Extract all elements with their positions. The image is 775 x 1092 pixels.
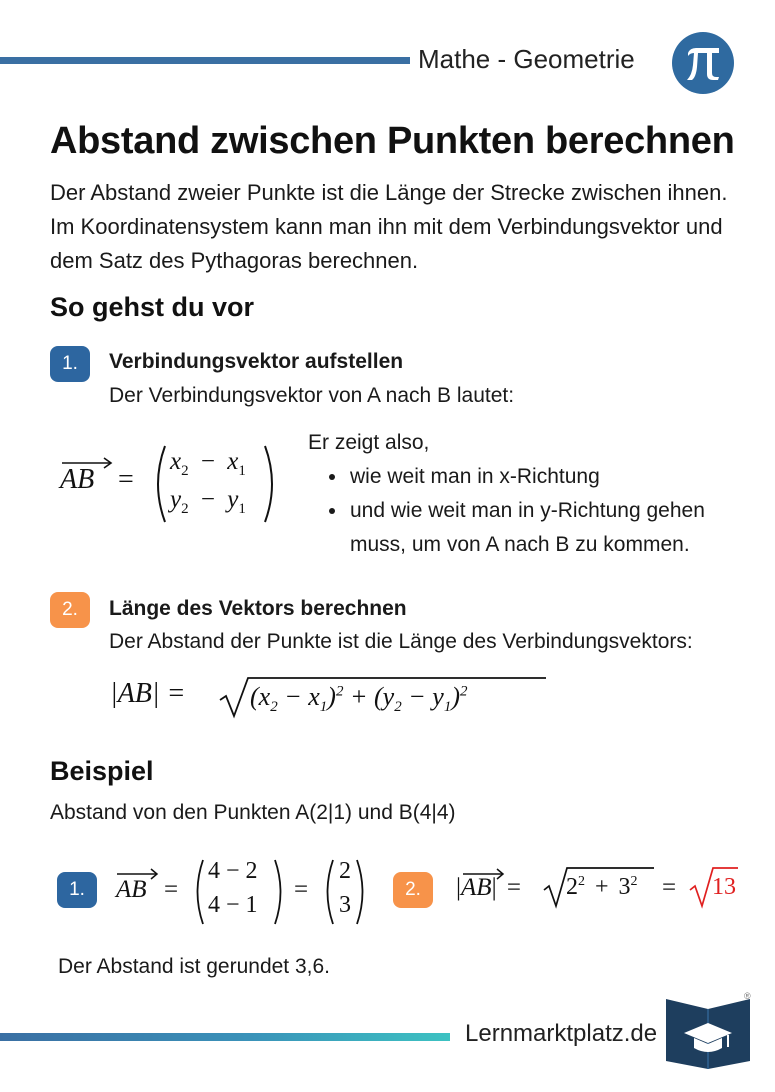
distance-lhs: |AB| = [110, 678, 186, 709]
distance-radicand: $(x_2 - x_1)^2 + (y_2 - y_1)^2$ [250, 682, 468, 716]
example-task: Abstand von den Punkten A(2|1) und B(4|4) [50, 801, 456, 824]
book-graduation-cap-icon [666, 995, 750, 1069]
right-paren-icon [262, 444, 282, 524]
list-item: • und wie weit man in y-Richtung gehen muss, um von A nach B zu kommen. [348, 494, 750, 562]
example-vector-label: AB [116, 876, 147, 903]
matrix-top-row: $x_2 - x_1$ [170, 448, 246, 479]
pi-icon [672, 32, 734, 94]
connection-vector-formula [58, 440, 298, 524]
header-accent-line [0, 57, 410, 64]
equals-sign: = [118, 464, 134, 495]
example-step-2-badge: 2. [393, 872, 433, 908]
example-radicand: $2^2 + 3^2$ [566, 874, 638, 900]
step-1-explanation [308, 426, 750, 562]
brand-name: Lernmarktplatz.de [465, 1020, 658, 1047]
vector-arrow-icon [60, 454, 116, 470]
left-paren-icon [148, 444, 168, 524]
step-1-title: Verbindungsvektor aufstellen [109, 350, 404, 373]
explanation-list [308, 460, 750, 562]
step-2-badge: 2. [50, 592, 90, 628]
intro-text: Der Abstand zweier Punkte ist die Länge der Strecke zwischen ihnen. Im Koordinatensystem kann man ihn mit dem Verbindungsvektor und dem Satz des Pythagoras berechnen. [50, 180, 728, 273]
step-2-title: Länge des Vektors berechnen [109, 597, 407, 620]
distance-formula [108, 672, 568, 722]
footer-accent-line [0, 1033, 450, 1041]
left-paren-icon [190, 858, 206, 926]
left-paren-icon [320, 858, 336, 926]
step-2-text: Der Abstand der Punkte ist die Länge des Verbindungsvektors: [109, 630, 693, 653]
example-result-bottom: 3 [339, 892, 351, 918]
example-step-1-badge: 1. [57, 872, 97, 908]
example-heading: Beispiel [50, 756, 154, 786]
step-1-text: Der Verbindungsvektor von A nach B lautet: [109, 384, 515, 407]
example-result-top: 2 [339, 858, 351, 884]
subject-label: Mathe - Geometrie [418, 44, 635, 74]
example-conclusion: Der Abstand ist gerundet 3,6. [58, 955, 331, 978]
procedure-heading: So gehst du vor [50, 292, 255, 322]
example-matrix-top: 4 − 2 [208, 858, 258, 884]
example-result-value: 13 [712, 874, 736, 900]
vector-arrow-icon [116, 866, 162, 880]
right-paren-icon [272, 858, 288, 926]
example-matrix-bottom: 4 − 1 [208, 892, 258, 918]
right-paren-icon [354, 858, 370, 926]
matrix-bottom-row: $y_2 - y_1$ [170, 486, 246, 517]
example-length-vector: AB [461, 874, 492, 901]
vector-arrow-icon [462, 866, 508, 880]
list-item: • wie weit man in x-Richtung [348, 460, 750, 494]
example-length-formula: |AB| = $2^2 + 3^2$ = 13 [454, 860, 744, 920]
step-1-badge: 1. [50, 346, 90, 382]
page-title: Abstand zwischen Punkten berechnen [50, 120, 735, 162]
example-vector-formula: AB = 4 − 2 4 − 1 = 2 3 [112, 856, 377, 928]
registered-mark: ® [744, 991, 751, 1001]
vector-ab-label: AB [60, 464, 95, 495]
explanation-intro: Er zeigt also, [308, 431, 430, 454]
